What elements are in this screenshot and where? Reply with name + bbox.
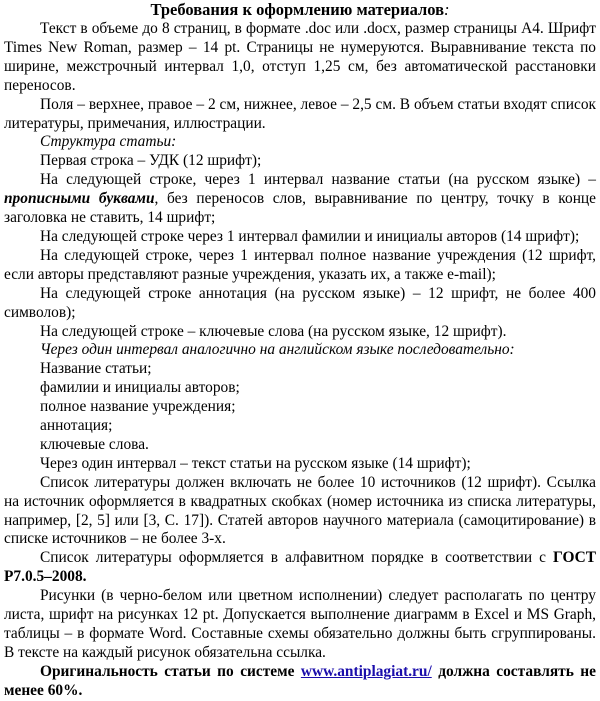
format-paragraph: Текст в объеме до 8 страниц, в формате .doc или .docx, размер страницы А4. Шрифт Times New Roman, размер – 14 pt. Страницы не нумеруются. Выравнивание текста по ширине, межстрочный интервал 1,0, отступ 1,25 см, без автоматической расстановки переносов. <box>4 20 596 94</box>
references-paragraph: Список литературы должен включать не более 10 источников (12 шрифт). Ссылка на источник оформляется в квадратных скобках (номер источника из списка литературы, например, [2, 5] или [3, С. 17]). Статей авторов научного материала (самоцитирование) в списке источников – не более 3-х. <box>4 473 596 548</box>
antiplagiat-link[interactable]: www.antiplagiat.ru/ <box>300 662 432 680</box>
english-item-title: Название статьи; <box>40 360 152 378</box>
originality-requirement: должна составлять не менее 60%. <box>4 662 597 699</box>
references-order-text: Список литературы оформляется в алфавитном порядке в соответствии с <box>40 549 554 567</box>
structure-item-title-rest: , без переносов слов, выравнивание по центру, точку в конце заголовка не ставить, 14 шрифт; <box>4 190 596 227</box>
document-page <box>4 0 596 701</box>
english-heading: Через один интервал аналогично на английском языке последовательно: <box>40 341 515 359</box>
figures-paragraph: Рисунки (в черно-белом или цветном исполнении) следует располагать по центру листа, шрифт на рисунках 12 pt. Допускается выполнение диаграмм в Excel и MS Graph, таблицы – в формате Word. Составные схемы обязательно должны быть сгруппированы. В тексте на каждый рисунок обязательна ссылка. <box>4 587 596 661</box>
structure-item-udk: Первая строка – УДК (12 шрифт); <box>40 152 262 170</box>
structure-item-keywords: На следующей строке – ключевые слова (на русском языке, 12 шрифт). <box>40 322 507 340</box>
structure-item-title-text: На следующей строке, через 1 интервал название статьи (на русском языке) – <box>40 171 596 189</box>
references-order-paragraph <box>4 549 596 587</box>
structure-item-abstract: На следующей строке аннотация (на русском языке) – 12 шрифт, не более 400 символов); <box>4 284 596 321</box>
emphasis-capitals: прописными буквами <box>4 190 155 208</box>
english-item-authors: фамилии и инициалы авторов; <box>40 379 240 397</box>
gost-standard: ГОСТ Р7.0.5–2008. <box>4 549 596 586</box>
margins-paragraph: Поля – верхнее, правое – 2 см, нижнее, левое – 2,5 см. В объем статьи входят список литературы, примечания, иллюстрации. <box>4 95 596 132</box>
structure-item-authors: На следующей строке через 1 интервал фамилии и инициалы авторов (14 шрифт); <box>40 227 580 245</box>
english-item-keywords: ключевые слова. <box>40 435 149 453</box>
structure-item-institution: На следующей строке, через 1 интервал полное название учреждения (12 шрифт, если авторы представляют разные учреждения, указать их, а также e-mail); <box>4 246 596 283</box>
page-title <box>4 0 596 20</box>
title-text: Требования к оформлению материалов <box>150 0 444 19</box>
structure-item-title <box>4 171 596 228</box>
english-item-abstract: аннотация; <box>40 417 113 435</box>
title-colon: : <box>443 0 450 19</box>
originality-paragraph <box>4 663 596 701</box>
english-item-institution: полное название учреждения; <box>40 398 236 416</box>
structure-heading: Структура статьи: <box>40 133 177 151</box>
originality-text: Оригинальность статьи по системе <box>40 662 301 680</box>
body-text-paragraph: Через один интервал – текст статьи на русском языке (14 шрифт); <box>40 454 471 472</box>
